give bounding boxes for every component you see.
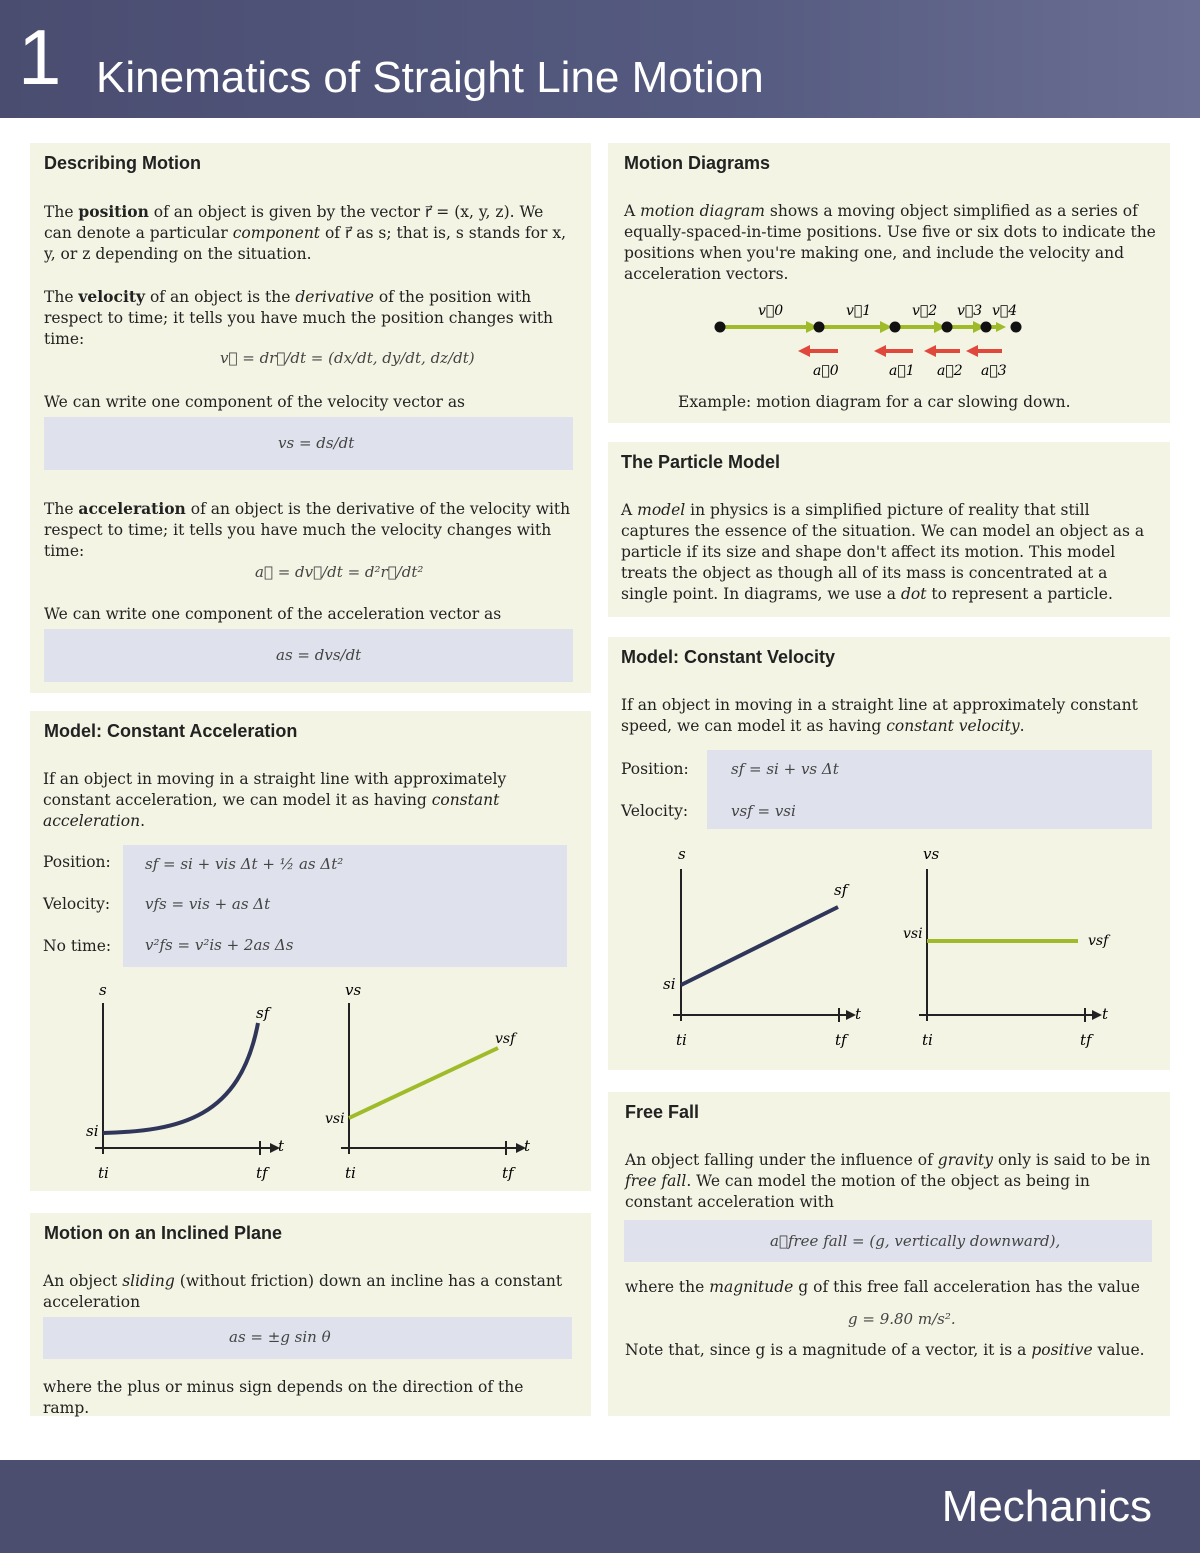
free-fall-equation: a⃗free fall = (g, vertically downward), xyxy=(770,1232,1061,1250)
velocity-component-eqbox xyxy=(44,417,573,470)
notime-equation: v²fs = v²is + 2as Δs xyxy=(145,936,294,954)
velocity-equation: vsf = vsi xyxy=(731,802,796,820)
position-dot-2 xyxy=(890,322,901,333)
position-curve xyxy=(103,1023,258,1133)
panel-constant-velocity xyxy=(608,637,1170,1070)
position-label: Position: xyxy=(621,760,689,778)
acceleration-arrowhead-0 xyxy=(798,345,810,357)
velocity-component-equation: vs = ds/dt xyxy=(278,434,355,452)
tf-label: tf xyxy=(502,1164,514,1182)
acceleration-label-3: a⃗3 xyxy=(981,363,1007,379)
panel-describing-motion xyxy=(30,143,591,693)
acceleration-label-2: a⃗2 xyxy=(937,363,963,379)
free-fall-note: Note that, since g is a magnitude of a vector, it is a positive value. xyxy=(625,1341,1145,1359)
inclined-plane-equation: as = ±g sin θ xyxy=(229,1328,331,1346)
panel-free-fall xyxy=(608,1092,1170,1416)
position-dot-5 xyxy=(1011,322,1022,333)
position-paragraph: The position of an object is given by the vector r⃗ = (x, y, z). We can denote a particular component of r⃗ as s; that is, s stands for x, y, or z depending on the situation. xyxy=(44,202,567,263)
position-dot-4 xyxy=(981,322,992,333)
ti-label: ti xyxy=(98,1164,109,1182)
velocity-paragraph: The velocity of an object is the derivative of the position with respect to time; it tells you have much the position changes with time: xyxy=(44,287,554,348)
graph-xlabel: t xyxy=(855,1005,862,1023)
acceleration-label-1: a⃗1 xyxy=(889,363,915,379)
motion-diagram xyxy=(608,293,1170,383)
acceleration-paragraph: The acceleration of an object is the derivative of the velocity with respect to time; it tells you have much the velocity changes with time: xyxy=(44,499,571,560)
panel-constant-acceleration xyxy=(30,711,591,1191)
position-dot-0 xyxy=(715,322,726,333)
acceleration-component-eqbox xyxy=(44,629,573,682)
particle-model-paragraph: A model in physics is a simplified picture of reality that still captures the essence of the situation. We can model an object as a particle if its size and shape don't affect its motion. This model treats the object as though all of its mass is concentrated at a single point. In diagrams, we use a dot to represent a particle. xyxy=(621,501,1145,603)
tf-label: tf xyxy=(1080,1031,1092,1049)
position-line xyxy=(681,907,838,985)
inclined-plane-note: where the plus or minus sign depends on the direction of the ramp. xyxy=(43,1378,524,1417)
page-header xyxy=(0,0,1200,118)
vsi-label: vsi xyxy=(325,1111,345,1127)
vsf-label: vsf xyxy=(1088,933,1109,949)
x-axis-arrowhead xyxy=(1092,1010,1102,1020)
notime-label: No time: xyxy=(43,937,112,955)
panel-title: Model: Constant Velocity xyxy=(621,647,836,667)
panel-title: The Particle Model xyxy=(621,452,781,472)
panel-title: Describing Motion xyxy=(44,153,201,173)
position-time-graph xyxy=(650,839,910,1054)
tf-label: tf xyxy=(256,1164,268,1182)
free-fall-eqbox xyxy=(624,1220,1152,1262)
position-label: Position: xyxy=(43,853,111,871)
gravity-value-equation: g = 9.80 m/s². xyxy=(848,1310,956,1328)
constant-velocity-intro: If an object in moving in a straight line at approximately constant speed, we can model it as having constant velocity. xyxy=(621,696,1138,735)
inclined-plane-eqbox xyxy=(43,1317,572,1359)
motion-diagram-caption: Example: motion diagram for a car slowing down. xyxy=(678,393,1071,411)
velocity-label-0: v⃗0 xyxy=(758,303,784,319)
vsf-label: vsf xyxy=(495,1031,516,1047)
velocity-label: Velocity: xyxy=(43,895,111,913)
si-label: si xyxy=(86,1122,99,1140)
panel-inclined-plane xyxy=(30,1213,591,1416)
subject-label: Mechanics xyxy=(941,1482,1152,1531)
page-footer xyxy=(0,1460,1200,1553)
acceleration-arrowhead-3 xyxy=(966,345,978,357)
position-equation: sf = si + vs Δt xyxy=(731,760,839,778)
chapter-number: 1 xyxy=(18,13,62,101)
acceleration-label-0: a⃗0 xyxy=(813,363,839,379)
graph-ylabel: s xyxy=(678,845,686,863)
panel-title: Motion Diagrams xyxy=(624,153,771,173)
panel-title: Motion on an Inclined Plane xyxy=(44,1223,283,1243)
panel-title: Model: Constant Acceleration xyxy=(44,721,298,741)
acceleration-equation: a⃗ = dv⃗/dt = d²r⃗/dt² xyxy=(255,563,424,581)
acceleration-component-equation: as = dvs/dt xyxy=(276,646,362,664)
motion-diagram-intro: A motion diagram shows a moving object simplified as a series of equally-spaced-in-time positions. Use five or six dots to indicate the positions when you're making one, and include the velocity and acceleration vectors. xyxy=(624,202,1156,283)
velocity-label: Velocity: xyxy=(621,802,689,820)
acceleration-component-text: We can write one component of the acceleration vector as xyxy=(44,605,502,623)
acceleration-arrowhead-1 xyxy=(874,345,886,357)
velocity-time-graph xyxy=(898,839,1160,1054)
graph-ylabel: vs xyxy=(345,981,362,999)
velocity-line xyxy=(349,1048,498,1118)
tf-label: tf xyxy=(835,1031,847,1049)
ti-label: ti xyxy=(676,1031,687,1049)
position-dot-1 xyxy=(814,322,825,333)
constant-acceleration-intro: If an object in moving in a straight line with approximately constant acceleration, we can model it as having constant acceleration. xyxy=(43,770,507,830)
graph-ylabel: s xyxy=(99,981,107,999)
constant-velocity-eqbox xyxy=(707,750,1152,829)
position-dot-3 xyxy=(942,322,953,333)
ti-label: ti xyxy=(345,1164,356,1182)
velocity-component-text: We can write one component of the velocity vector as xyxy=(44,393,466,411)
velocity-label-2: v⃗2 xyxy=(912,303,938,319)
sf-label: sf xyxy=(256,1004,270,1022)
position-equation: sf = si + vis Δt + ½ as Δt² xyxy=(145,855,344,873)
panel-motion-diagrams xyxy=(608,143,1170,423)
graph-ylabel: vs xyxy=(923,845,940,863)
ti-label: ti xyxy=(922,1031,933,1049)
vsi-label: vsi xyxy=(903,926,923,942)
chapter-title: Kinematics of Straight Line Motion xyxy=(96,53,764,102)
free-fall-intro: An object falling under the influence of gravity only is said to be in free fall. We can model the motion of the object as being in constant acceleration with xyxy=(625,1151,1151,1211)
free-fall-magnitude-text: where the magnitude g of this free fall acceleration has the value xyxy=(625,1278,1140,1296)
graph-xlabel: t xyxy=(1102,1005,1109,1023)
velocity-equation: vfs = vis + as Δt xyxy=(145,895,271,913)
velocity-label-1: v⃗1 xyxy=(846,303,872,319)
velocity-time-graph xyxy=(320,973,580,1188)
velocity-label-4: v⃗4 xyxy=(992,303,1018,319)
position-time-graph xyxy=(70,973,330,1188)
panel-title: Free Fall xyxy=(625,1102,700,1122)
velocity-equation: v⃗ = dr⃗/dt = (dx/dt, dy/dt, dz/dt) xyxy=(220,349,475,367)
acceleration-arrowhead-2 xyxy=(924,345,936,357)
inclined-plane-intro: An object sliding (without friction) down an incline has a constant acceleration xyxy=(43,1272,563,1311)
si-label: si xyxy=(663,975,676,993)
graph-xlabel: t xyxy=(524,1137,531,1155)
panel-particle-model xyxy=(608,442,1170,617)
sf-label: sf xyxy=(834,881,848,899)
velocity-label-3: v⃗3 xyxy=(957,303,983,319)
constant-acceleration-eqbox xyxy=(123,845,567,967)
graph-xlabel: t xyxy=(278,1137,285,1155)
velocity-arrowhead-4 xyxy=(996,322,1006,332)
